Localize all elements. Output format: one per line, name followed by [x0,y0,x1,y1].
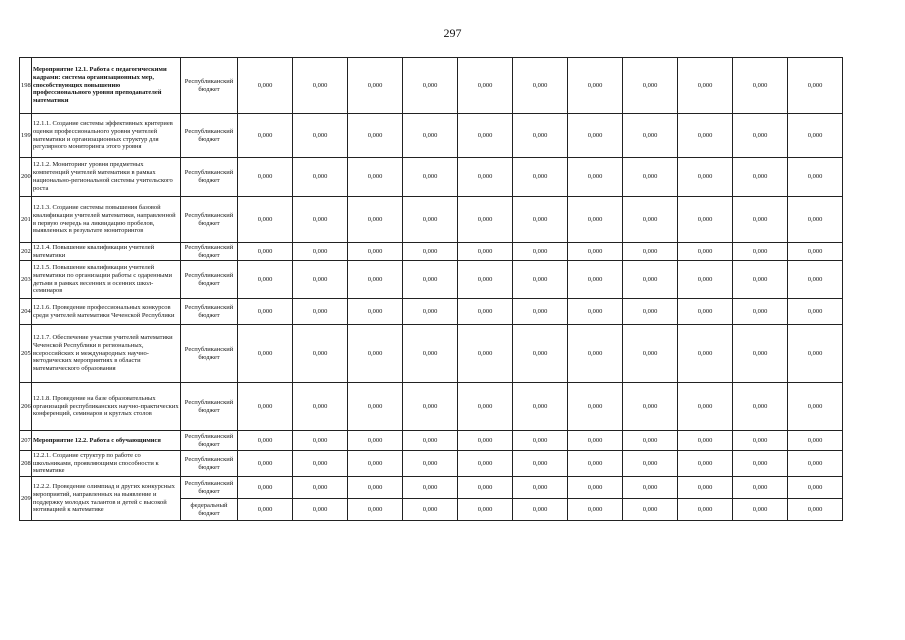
amount-cell: 0,000 [238,261,293,299]
row-number: 207 [20,431,32,451]
amount-cell: 0,000 [678,243,733,261]
amount-cell: 0,000 [788,243,843,261]
amount-cell: 0,000 [458,158,513,197]
row-number: 203 [20,261,32,299]
amount-cell: 0,000 [623,261,678,299]
amount-cell: 0,000 [513,299,568,325]
amount-cell: 0,000 [678,261,733,299]
amount-cell: 0,000 [733,197,788,243]
amount-cell: 0,000 [733,243,788,261]
amount-cell: 0,000 [348,325,403,383]
amount-cell: 0,000 [513,261,568,299]
amount-cell: 0,000 [458,114,513,158]
amount-cell: 0,000 [403,58,458,114]
amount-cell: 0,000 [458,58,513,114]
activity-name: 12.1.5. Повышение квалификации учителей математики по организации работы с одаренными детьми в рамках весенних и осенних школ-семинаров [32,261,181,299]
table-row [20,477,843,499]
amount-cell: 0,000 [293,477,348,499]
amount-cell: 0,000 [293,114,348,158]
row-number: 202 [20,243,32,261]
amount-cell: 0,000 [403,451,458,477]
amount-cell: 0,000 [623,197,678,243]
funding-source: Республиканский бюджет [181,383,238,431]
amount-cell: 0,000 [623,477,678,499]
funding-source: Республиканский бюджет [181,243,238,261]
amount-cell: 0,000 [238,325,293,383]
amount-cell: 0,000 [788,158,843,197]
amount-cell: 0,000 [733,325,788,383]
amount-cell: 0,000 [788,261,843,299]
funding-source: Республиканский бюджет [181,197,238,243]
amount-cell: 0,000 [293,243,348,261]
activity-name: 12.1.6. Проведение профессиональных конкурсов среди учителей математики Чеченской Республики [32,299,181,325]
amount-cell: 0,000 [678,325,733,383]
activity-name: Мероприятие 12.1. Работа с педагогическими кадрами: система организационных мер, способствующих повышению профессионального уровня преподавателей математики [32,58,181,114]
table-row [20,325,843,383]
amount-cell: 0,000 [238,243,293,261]
amount-cell: 0,000 [788,325,843,383]
activity-name: 12.2.1. Создание структур по работе со школьниками, проявляющими способности к математике [32,451,181,477]
amount-cell: 0,000 [403,158,458,197]
amount-cell: 0,000 [513,114,568,158]
table-row [20,299,843,325]
amount-cell: 0,000 [348,261,403,299]
funding-source: федеральный бюджет [181,499,238,521]
table-row [20,158,843,197]
amount-cell: 0,000 [458,499,513,521]
row-number: 198 [20,58,32,114]
activity-name: 12.1.3. Создание системы повышения базовой квалификации учителей математики, направленной в первую очередь на ликвидацию пробелов, выявленных в результате мониторингов [32,197,181,243]
amount-cell: 0,000 [458,243,513,261]
row-number: 206 [20,383,32,431]
amount-cell: 0,000 [513,477,568,499]
amount-cell: 0,000 [293,197,348,243]
amount-cell: 0,000 [788,197,843,243]
row-number: 205 [20,325,32,383]
activity-name: 12.1.1. Создание системы эффективных критериев оценки профессионального уровня учителей математики и организационных структур для регулярного мониторинга этого уровня [32,114,181,158]
amount-cell: 0,000 [403,243,458,261]
budget-table [19,57,843,521]
table-row [20,58,843,114]
amount-cell: 0,000 [403,499,458,521]
amount-cell: 0,000 [348,114,403,158]
amount-cell: 0,000 [678,451,733,477]
amount-cell: 0,000 [678,383,733,431]
table-row [20,243,843,261]
table-row [20,431,843,451]
amount-cell: 0,000 [788,383,843,431]
amount-cell: 0,000 [733,58,788,114]
amount-cell: 0,000 [678,477,733,499]
amount-cell: 0,000 [733,431,788,451]
amount-cell: 0,000 [623,431,678,451]
amount-cell: 0,000 [513,325,568,383]
amount-cell: 0,000 [788,114,843,158]
amount-cell: 0,000 [733,499,788,521]
amount-cell: 0,000 [733,114,788,158]
amount-cell: 0,000 [238,114,293,158]
amount-cell: 0,000 [568,451,623,477]
amount-cell: 0,000 [293,58,348,114]
amount-cell: 0,000 [403,477,458,499]
funding-source: Республиканский бюджет [181,451,238,477]
row-number: 200 [20,158,32,197]
amount-cell: 0,000 [458,451,513,477]
amount-cell: 0,000 [293,299,348,325]
amount-cell: 0,000 [678,431,733,451]
activity-name: 12.1.4. Повышение квалификации учителей математики [32,243,181,261]
table-row [20,114,843,158]
amount-cell: 0,000 [568,243,623,261]
amount-cell: 0,000 [458,477,513,499]
row-number: 204 [20,299,32,325]
amount-cell: 0,000 [348,158,403,197]
amount-cell: 0,000 [623,58,678,114]
amount-cell: 0,000 [568,158,623,197]
amount-cell: 0,000 [293,431,348,451]
funding-source: Республиканский бюджет [181,325,238,383]
table-body [20,58,843,521]
activity-name: 12.1.2. Мониторинг уровня предметных компетенций учителей математики в рамках национально-региональной системы учительского роста [32,158,181,197]
table-row [20,261,843,299]
amount-cell: 0,000 [788,431,843,451]
amount-cell: 0,000 [348,499,403,521]
amount-cell: 0,000 [403,299,458,325]
amount-cell: 0,000 [733,261,788,299]
amount-cell: 0,000 [623,114,678,158]
amount-cell: 0,000 [238,299,293,325]
table-row [20,197,843,243]
amount-cell: 0,000 [458,383,513,431]
amount-cell: 0,000 [293,158,348,197]
amount-cell: 0,000 [458,197,513,243]
amount-cell: 0,000 [458,261,513,299]
amount-cell: 0,000 [788,477,843,499]
row-number: 199 [20,114,32,158]
amount-cell: 0,000 [733,451,788,477]
amount-cell: 0,000 [293,383,348,431]
amount-cell: 0,000 [678,197,733,243]
amount-cell: 0,000 [293,261,348,299]
amount-cell: 0,000 [348,243,403,261]
amount-cell: 0,000 [238,58,293,114]
amount-cell: 0,000 [513,499,568,521]
amount-cell: 0,000 [238,158,293,197]
amount-cell: 0,000 [403,383,458,431]
amount-cell: 0,000 [733,477,788,499]
amount-cell: 0,000 [733,299,788,325]
amount-cell: 0,000 [513,431,568,451]
amount-cell: 0,000 [788,299,843,325]
amount-cell: 0,000 [238,383,293,431]
amount-cell: 0,000 [348,197,403,243]
amount-cell: 0,000 [568,261,623,299]
page-number: 297 [443,26,462,40]
amount-cell: 0,000 [238,477,293,499]
funding-source: Республиканский бюджет [181,261,238,299]
amount-cell: 0,000 [568,325,623,383]
amount-cell: 0,000 [788,58,843,114]
amount-cell: 0,000 [293,499,348,521]
amount-cell: 0,000 [403,431,458,451]
amount-cell: 0,000 [348,431,403,451]
activity-name: 12.2.2. Проведение олимпиад и других конкурсных мероприятий, направленных на выявление и поддержку молодых талантов и детей с высокой мотивацией к математике [32,477,181,521]
amount-cell: 0,000 [293,325,348,383]
activity-name: 12.1.7. Обеспечение участия учителей математики Чеченской Республики в региональных, всероссийских и международных научно-методических мероприятиях в области математического образования [32,325,181,383]
amount-cell: 0,000 [623,499,678,521]
amount-cell: 0,000 [238,499,293,521]
amount-cell: 0,000 [788,499,843,521]
amount-cell: 0,000 [568,114,623,158]
amount-cell: 0,000 [513,158,568,197]
amount-cell: 0,000 [623,383,678,431]
amount-cell: 0,000 [238,197,293,243]
funding-source: Республиканский бюджет [181,431,238,451]
amount-cell: 0,000 [733,158,788,197]
amount-cell: 0,000 [678,158,733,197]
amount-cell: 0,000 [513,243,568,261]
funding-source: Республиканский бюджет [181,58,238,114]
amount-cell: 0,000 [788,451,843,477]
funding-source: Республиканский бюджет [181,114,238,158]
amount-cell: 0,000 [678,299,733,325]
amount-cell: 0,000 [678,499,733,521]
row-number: 209 [20,477,32,521]
amount-cell: 0,000 [293,451,348,477]
amount-cell: 0,000 [403,197,458,243]
amount-cell: 0,000 [513,383,568,431]
amount-cell: 0,000 [348,477,403,499]
amount-cell: 0,000 [568,477,623,499]
amount-cell: 0,000 [403,114,458,158]
amount-cell: 0,000 [513,451,568,477]
amount-cell: 0,000 [623,325,678,383]
amount-cell: 0,000 [238,451,293,477]
amount-cell: 0,000 [568,383,623,431]
amount-cell: 0,000 [568,499,623,521]
activity-name: Мероприятие 12.2. Работа с обучающимися [32,431,181,451]
amount-cell: 0,000 [513,58,568,114]
amount-cell: 0,000 [513,197,568,243]
amount-cell: 0,000 [348,58,403,114]
table-row [20,383,843,431]
amount-cell: 0,000 [733,383,788,431]
amount-cell: 0,000 [623,243,678,261]
row-number: 201 [20,197,32,243]
funding-source: Республиканский бюджет [181,477,238,499]
amount-cell: 0,000 [568,197,623,243]
amount-cell: 0,000 [568,58,623,114]
funding-source: Республиканский бюджет [181,299,238,325]
amount-cell: 0,000 [678,58,733,114]
funding-source: Республиканский бюджет [181,158,238,197]
amount-cell: 0,000 [458,325,513,383]
amount-cell: 0,000 [568,431,623,451]
amount-cell: 0,000 [348,299,403,325]
table-row [20,451,843,477]
amount-cell: 0,000 [458,299,513,325]
amount-cell: 0,000 [678,114,733,158]
amount-cell: 0,000 [403,325,458,383]
amount-cell: 0,000 [403,261,458,299]
activity-name: 12.1.8. Проведение на базе образовательных организаций республиканских научно-практических конференций, семинаров и круглых столов [32,383,181,431]
amount-cell: 0,000 [238,431,293,451]
amount-cell: 0,000 [348,451,403,477]
amount-cell: 0,000 [623,299,678,325]
row-number: 208 [20,451,32,477]
amount-cell: 0,000 [458,431,513,451]
amount-cell: 0,000 [623,158,678,197]
amount-cell: 0,000 [348,383,403,431]
amount-cell: 0,000 [623,451,678,477]
amount-cell: 0,000 [568,299,623,325]
